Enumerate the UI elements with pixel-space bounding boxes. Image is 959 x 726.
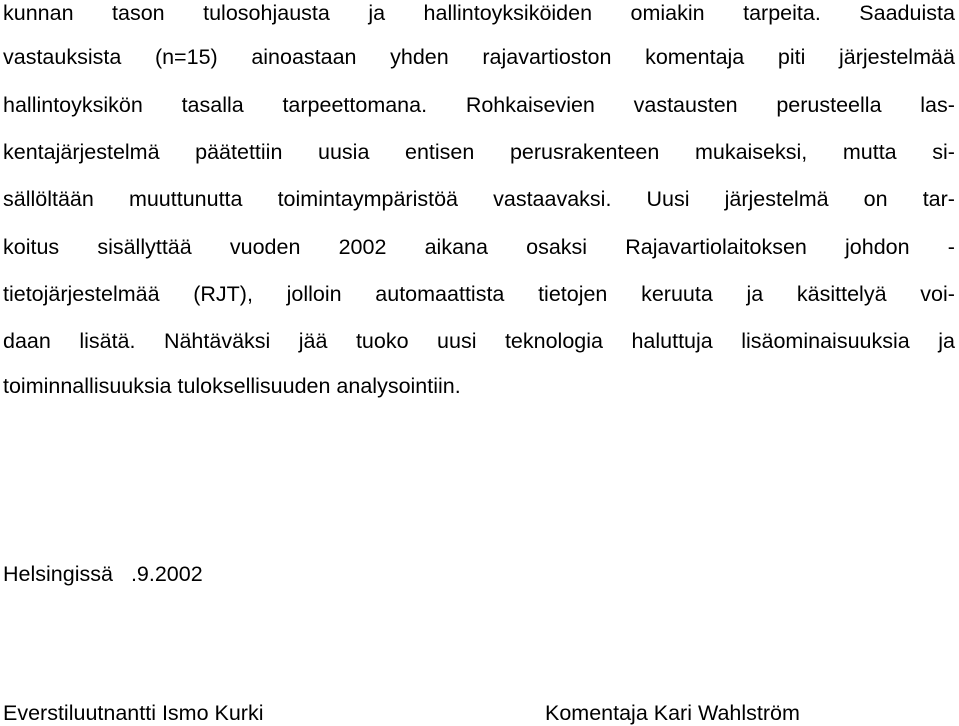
word: käsittelyä xyxy=(796,282,887,306)
word: keruuta xyxy=(641,282,713,306)
word: päätettiin xyxy=(195,140,283,164)
word: mukaiseksi, xyxy=(694,140,808,164)
word: tasalla xyxy=(181,93,244,117)
word: kentajärjestelmä xyxy=(3,140,160,164)
word: tietojen xyxy=(538,282,608,306)
word: mutta xyxy=(842,140,897,164)
word: entisen xyxy=(405,140,475,164)
word: hallintoyksikön xyxy=(3,93,143,117)
word: uusia xyxy=(318,140,370,164)
word: si- xyxy=(932,140,955,164)
word: osaksi xyxy=(526,235,588,259)
word: tason xyxy=(112,1,165,25)
signature-left: Everstiluutnantti Ismo Kurki xyxy=(3,701,264,725)
word: uusi xyxy=(437,329,477,353)
paragraph-line-last: toiminnallisuuksia tuloksellisuuden analysointiin. xyxy=(3,374,461,398)
word: lisätä. xyxy=(79,329,136,353)
word: omiakin xyxy=(630,1,705,25)
date: .9.2002 xyxy=(130,562,203,586)
word: vastauksista xyxy=(3,45,122,69)
word: aikana xyxy=(424,235,488,259)
place-name: Helsingissä xyxy=(3,562,113,586)
word: yhden xyxy=(390,45,449,69)
word: ainoastaan xyxy=(251,45,357,69)
word: johdon xyxy=(845,235,910,259)
word: piti xyxy=(777,45,806,69)
word: - xyxy=(947,235,955,259)
word: on xyxy=(863,187,888,211)
word: tar- xyxy=(922,187,955,211)
word: tarpeita. xyxy=(743,1,821,25)
word: las- xyxy=(920,93,955,117)
word: kunnan xyxy=(3,1,74,25)
word: jää xyxy=(298,329,328,353)
paragraph-line xyxy=(3,281,955,307)
paragraph-line xyxy=(3,44,955,70)
word: sisällyttää xyxy=(97,235,192,259)
word: tuoko xyxy=(355,329,409,353)
word: rajavartioston xyxy=(482,45,612,69)
word: haluttuja xyxy=(631,329,713,353)
word: jolloin xyxy=(286,282,342,306)
word: perusteella xyxy=(776,93,882,117)
word: komentaja xyxy=(645,45,745,69)
word: järjestelmää xyxy=(839,45,955,69)
paragraph-line xyxy=(3,234,955,260)
place-date xyxy=(3,561,203,587)
word: perusrakenteen xyxy=(509,140,660,164)
word: sällöltään xyxy=(3,187,94,211)
word: vuoden xyxy=(229,235,301,259)
word: Uusi xyxy=(646,187,690,211)
word: Saaduista xyxy=(859,1,955,25)
word: tarpeettomana. xyxy=(282,93,428,117)
paragraph-line xyxy=(3,0,955,26)
word: järjestelmä xyxy=(724,187,829,211)
word: 2002 xyxy=(338,235,387,259)
word: toimintaympäristöä xyxy=(277,187,459,211)
word: ja xyxy=(368,1,386,25)
word: lisäominaisuuksia xyxy=(741,329,910,353)
word: vastaavaksi. xyxy=(493,187,612,211)
word: tietojärjestelmää xyxy=(3,282,160,306)
word: ja xyxy=(938,329,955,353)
word: Rohkaisevien xyxy=(465,93,595,117)
paragraph-line xyxy=(3,139,955,165)
word: Nähtäväksi xyxy=(163,329,271,353)
paragraph-line xyxy=(3,328,955,354)
word: vastausten xyxy=(633,93,738,117)
paragraph-line xyxy=(3,92,955,118)
paragraph-line xyxy=(3,186,955,212)
word: koitus xyxy=(3,235,60,259)
signature-right: Komentaja Kari Wahlström xyxy=(545,701,800,725)
word: muuttunutta xyxy=(128,187,243,211)
word: ja xyxy=(746,282,764,306)
word: teknologia xyxy=(504,329,603,353)
word: automaattista xyxy=(375,282,505,306)
word: Rajavartiolaitoksen xyxy=(625,235,807,259)
word: hallintoyksiköiden xyxy=(423,1,593,25)
word: (RJT), xyxy=(193,282,253,306)
word: tulosohjausta xyxy=(203,1,330,25)
word: daan xyxy=(3,329,51,353)
word: (n=15) xyxy=(154,45,218,69)
word: voi- xyxy=(920,282,955,306)
